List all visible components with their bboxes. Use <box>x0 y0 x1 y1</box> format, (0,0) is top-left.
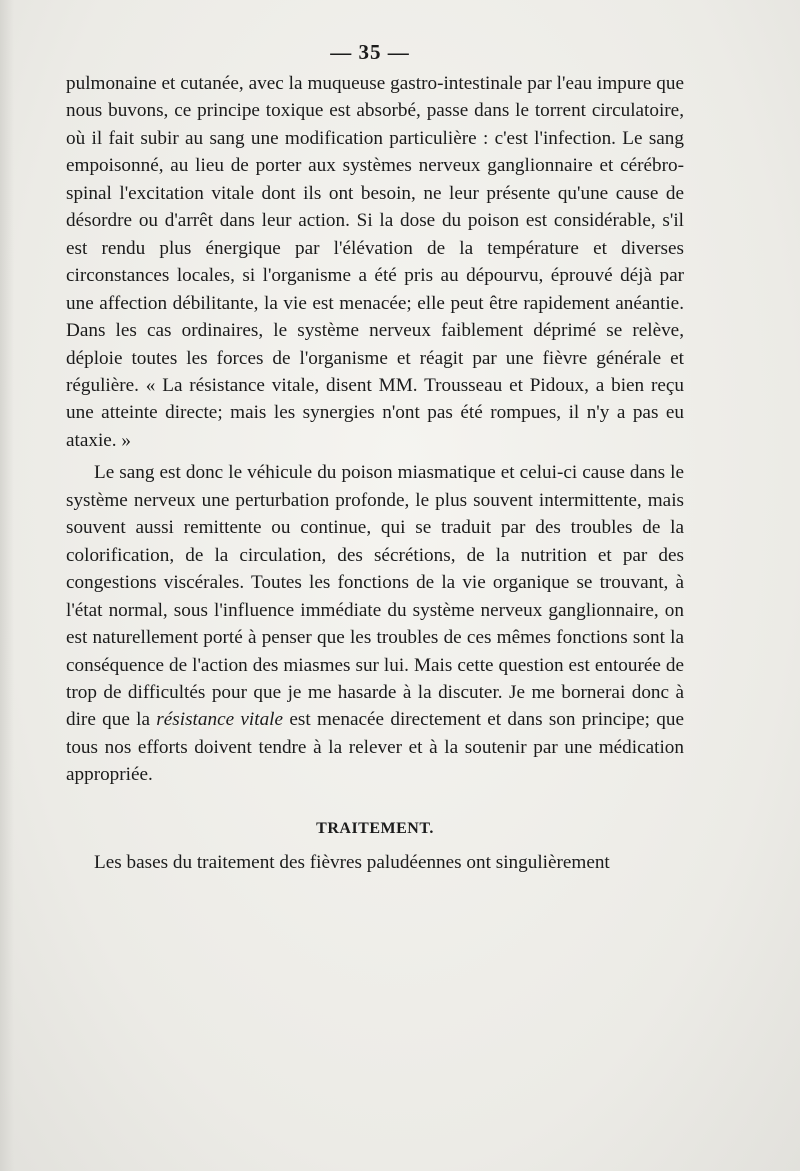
paragraph-2-text-after: est menacée directement et dans son principe; que tous nos efforts doivent tendre à la relever et à la soutenir par une médication appropriée. <box>66 709 685 786</box>
paragraph-2-text-before: Le sang est donc le véhicule du poison miasmatique et celui-ci cause dans le système nerveux une perturbation profonde, le plus souvent intermittente, mais souvent aussi remittente ou continue, qui se traduit par des troubles de la colorification, de la circulation, des sécrétions, de la nutrition et par des congestions viscérales. Toutes les fonctions de la vie organique se trouvant, à l'état normal, sous l'influence immédiate du système nerveux ganglionnaire, on est naturellement porté à penser que les troubles de ces mêmes fonctions sont la conséquence de l'action des miasmes sur lui. Mais cette question est entourée de trop de difficultés pour que je me hasarde à la discuter. Je me bornerai donc à dire que la <box>66 462 684 731</box>
paragraph-1: pulmonaine et cutanée, avec la muqueuse gastro-intestinale par l'eau impure que nous buvons, ce principe toxique est absorbé, passe dans le torrent circulatoire, où il fait subir au sang une modification particulière : c'est l'infection. Le sang empoisonné, au lieu de porter aux systèmes nerveux ganglionnaire et cérébro-spinal l'excitation vitale dont ils ont besoin, ne leur présente qu'une cause de désordre ou d'arrêt dans leur action. Si la dose du poison est considérable, s'il est rendu plus énergique par l'élévation de la température et diverses circonstances locales, si l'organisme a été pris au dépourvu, éprouvé déjà par une affection débilitante, la vie est menacée; elle peut être rapidement anéantie. Dans les cas ordinaires, le système nerveux faiblement déprimé se relève, déploie toutes les forces de l'organisme et réagit par une fièvre générale et régulière. « La résistance vitale, disent MM. Trousseau et Pidoux, a bien reçu une atteinte directe; mais les synergies n'ont pas été rompues, il n'y a pas eu ataxie. » <box>66 73 684 451</box>
paragraph-3: Les bases du traitement des fièvres paludéennes ont singulièrement <box>94 851 610 873</box>
paragraph-2 <box>66 459 684 788</box>
body-text <box>66 70 684 876</box>
paragraph-2-emphasis: résistance vitale <box>156 709 284 731</box>
page-number: — 35 — <box>330 40 410 64</box>
section-heading: TRAITEMENT. <box>316 819 434 837</box>
page-edge-shadow <box>0 0 14 1171</box>
